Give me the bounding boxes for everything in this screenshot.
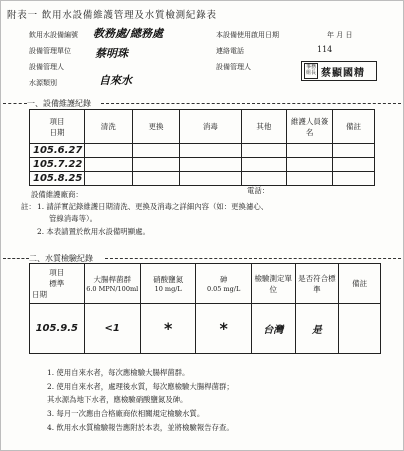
disinfect-cell: [180, 144, 241, 158]
stamp-name: 蔡顯國精: [321, 67, 365, 79]
arsenic-name: 砷: [219, 275, 228, 284]
clean-header: 清洗: [84, 110, 132, 144]
replace-header: 更換: [132, 110, 180, 144]
replace-cell: [132, 172, 180, 186]
date-header-cell: [30, 110, 85, 144]
management-unit-label: 設備管理單位: [29, 47, 71, 55]
clean-cell: [84, 144, 132, 158]
arsenic-value: *: [196, 304, 251, 354]
clean-cell: [84, 172, 132, 186]
quality-note: 4. 飲用水水質檢驗報告應附於本表，並將檢驗報告存查。: [47, 423, 234, 432]
coliform-header: [84, 264, 140, 304]
replace-cell: [132, 144, 180, 158]
table-row: [30, 144, 375, 158]
disinfect-cell: [180, 172, 241, 186]
item-standard-date-header: [30, 264, 85, 304]
table-row: [30, 158, 375, 172]
maintenance-note-2: 2. 本表請置於飲用水設備明顯處。: [37, 227, 150, 236]
quality-date: 105.9.5: [30, 304, 85, 354]
section-divider: [3, 258, 29, 259]
section-divider: [3, 103, 27, 104]
remark-cell: [333, 172, 375, 186]
activation-date-fields: 年 月 日: [327, 31, 353, 39]
quality-note: 2. 使用自來水者，處理後水質，每次應檢驗大腸桿菌群；: [47, 382, 234, 391]
handwritten-manager: 蔡明珠: [95, 47, 128, 60]
remark-header: 備註: [333, 110, 375, 144]
inspector-header: 維護人員簽名: [287, 110, 333, 144]
maintenance-table: [29, 109, 375, 186]
replace-cell: [132, 158, 180, 172]
lab-header: 檢驗測定單位: [251, 264, 295, 304]
date-header: 日期: [32, 290, 47, 299]
pass-header: 是否符合標準: [295, 264, 339, 304]
disinfect-header: 消毒: [180, 110, 241, 144]
handwritten-unit: 教務處/總務處: [93, 27, 164, 40]
quality-section-title: 二、水質檢驗紀錄: [29, 254, 93, 263]
quality-note: 3. 每月一次應由合格廠商依相關規定檢驗水質。: [47, 409, 205, 418]
arsenic-header: [196, 264, 251, 304]
inspector-cell: [287, 144, 333, 158]
equipment-number-label: 飲用水設備編號: [29, 31, 78, 39]
table-row: [30, 172, 375, 186]
arsenic-standard: 0.05 mg/L: [206, 285, 241, 293]
handwritten-source: 自來水: [99, 74, 132, 87]
quality-remark-value: [339, 304, 381, 354]
coliform-name: 大腸桿菌群: [93, 275, 131, 284]
coliform-standard: 6.0 MPN/100ml: [86, 285, 139, 293]
other-cell: [241, 172, 287, 186]
quality-remark-header: 備註: [339, 264, 381, 304]
quality-table: [29, 263, 381, 354]
quality-note: 1. 使用自來水者，每次應檢驗大腸桿菌群。: [47, 368, 190, 377]
contact-phone-label: 連絡電話: [216, 47, 244, 55]
nitrite-standard: 10 mg/L: [154, 285, 182, 293]
maintenance-date: 105.8.25: [30, 172, 85, 186]
maintenance-note-title: 註：: [21, 202, 36, 211]
nitrite-name: 硝酸鹽氮: [153, 275, 184, 284]
official-stamp: [301, 61, 377, 81]
pass-value: 是: [295, 304, 339, 354]
vendor-label: 設備維護廠商：: [31, 190, 83, 199]
other-cell: [241, 158, 287, 172]
water-source-label: 水源類別: [29, 79, 57, 87]
maintenance-date: 105.7.22: [30, 158, 85, 172]
maintenance-note-1: 1. 請詳實記錄維護日期清洗、更換及消毒之詳細內容（如：更換濾心、: [37, 202, 269, 211]
other-header: 其他: [241, 110, 287, 144]
equipment-manager-label: 設備管理人: [29, 63, 64, 71]
nitrite-value: *: [140, 304, 195, 354]
inspector-cell: [287, 172, 333, 186]
maintenance-note-1b: 管線消毒等）。: [49, 214, 98, 223]
lab-value: 台灣: [251, 304, 295, 354]
disinfect-cell: [180, 158, 241, 172]
inspector-cell: [287, 158, 333, 172]
nitrite-header: [140, 264, 195, 304]
maintenance-section-title: 一、設備維護紀錄: [27, 99, 91, 108]
other-cell: [241, 144, 287, 158]
item-header: 項目: [49, 116, 65, 126]
stamp-label-box: 事務組長: [304, 63, 318, 79]
document-title: 附表一 飲用水設備維護管理及水質檢測紀錄表: [7, 10, 217, 21]
coliform-value: <1: [84, 304, 140, 354]
section-divider: [101, 103, 401, 104]
item-header: 項目: [49, 268, 65, 277]
section-divider: [105, 258, 401, 259]
standard-header: 標準: [49, 279, 65, 288]
vendor-phone-label: 電話：: [247, 186, 270, 195]
quality-header-row: [30, 264, 381, 304]
activation-date-label: 本設備使用啟用日期: [216, 31, 279, 39]
quality-note: 其水源為地下水者，應檢驗硝酸鹽氮及砷。: [47, 395, 188, 404]
contact-phone-value: 114: [317, 45, 333, 54]
table-row: [30, 304, 381, 354]
clean-cell: [84, 158, 132, 172]
maintenance-date: 105.6.27: [30, 144, 85, 158]
date-header: 日期: [49, 127, 65, 137]
maintenance-header-row: [30, 110, 375, 144]
remark-cell: [333, 144, 375, 158]
equipment-manager-label-right: 設備管理人: [216, 63, 251, 71]
remark-cell: [333, 158, 375, 172]
